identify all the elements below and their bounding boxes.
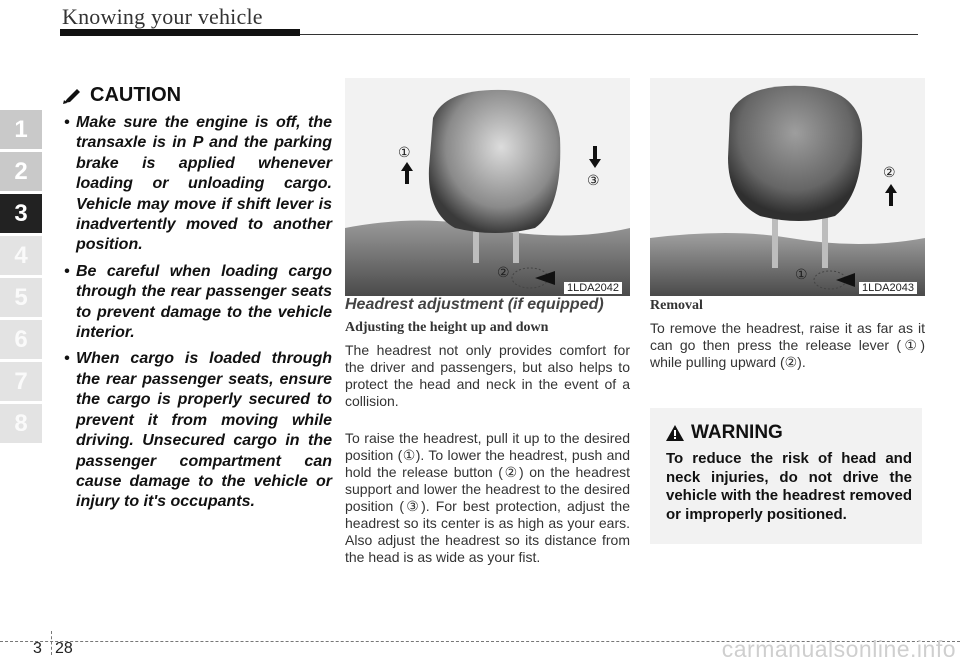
chapter-tab-6[interactable]: 6	[0, 320, 42, 359]
chapter-tab-1[interactable]: 1	[0, 110, 42, 149]
removal-text: To remove the headrest, raise it as far as it can go then press the release lever (①) while pulling upward (②).	[650, 320, 925, 370]
caution-list	[62, 113, 332, 513]
warning-triangle-icon	[666, 425, 684, 441]
caution-box	[62, 84, 332, 519]
caution-title: CAUTION	[90, 84, 182, 106]
chapter-tab-8[interactable]: 8	[0, 404, 42, 443]
caution-item: • Make sure the engine is off, the transaxle is in P and the parking brake is applied whenever loading or unloading cargo. Vehicle may move if shift lever is inadvertently moved to another position.	[62, 113, 332, 256]
warning-title: WARNING	[691, 422, 783, 443]
callout-3: ③	[587, 172, 600, 188]
figure-code: 1LDA2043	[859, 282, 917, 294]
chapter-tab-4[interactable]: 4	[0, 236, 42, 275]
arrow-down-icon	[589, 146, 601, 168]
paragraph-instructions: To raise the headrest, pull it up to the desired position (①). To lower the headrest, push and hold the release button (②) on the headrest support and lower the headrest to the desired position (③). For best protection, adjust the headrest so its center is as high as your ears. Also adjust the headrest so its distance from the head is as wide as your fist.	[345, 430, 630, 565]
chapter-tab-3[interactable]: 3	[0, 194, 42, 233]
header-rule	[300, 34, 918, 35]
headrest-adjustment-section	[345, 296, 630, 566]
header-accent-bar	[60, 29, 300, 36]
paragraph-intro: The headrest not only provides comfort for the driver and passengers, but also helps to protect the head and neck in the event of a collision.	[345, 342, 630, 409]
subheading: Adjusting the height up and down	[345, 320, 549, 335]
caution-heading	[62, 84, 332, 107]
removal-heading: Removal	[650, 298, 703, 313]
page-number-value: 28	[55, 640, 73, 657]
chapter-tab-2[interactable]: 2	[0, 152, 42, 191]
chapter-tab-7[interactable]: 7	[0, 362, 42, 401]
warning-heading	[666, 422, 783, 444]
caution-item: • Be careful when loading cargo through the rear passenger seats to prevent damage to the vehicle interior.	[62, 262, 332, 344]
figure-code: 1LDA2042	[564, 282, 622, 294]
watermark: carmanualsonline.info	[721, 636, 956, 662]
callout-1: ①	[795, 266, 808, 282]
headrest-adjustment-figure	[345, 78, 630, 296]
chapter-tabs	[0, 110, 42, 446]
headrest-removal-illustration	[650, 78, 925, 296]
arrow-up-icon	[885, 184, 897, 206]
headrest-removal-figure	[650, 78, 925, 296]
callout-2: ②	[497, 264, 510, 280]
chapter-tab-5[interactable]: 5	[0, 278, 42, 317]
caution-item: • When cargo is loaded through the rear passenger seats, ensure the cargo is properly secured to prevent it from moving while driving. Unsecured cargo in the passenger compartment can cause damage to the vehicle or injury to it's occupants.	[62, 349, 332, 512]
page-header-title: Knowing your vehicle	[62, 4, 263, 29]
callout-1: ①	[398, 144, 411, 160]
warning-box	[650, 408, 922, 544]
caution-pencil-icon	[62, 87, 82, 105]
warning-text: To reduce the risk of head and neck injuries, do not drive the vehicle with the headrest removed or improperly positioned.	[666, 450, 912, 523]
callout-2: ②	[883, 164, 896, 180]
arrow-up-icon	[401, 162, 413, 184]
removal-section	[650, 298, 925, 371]
figure-caption: Headrest adjustment (if equipped)	[345, 296, 604, 313]
section-number: 3	[33, 640, 42, 657]
footer-separator	[51, 631, 52, 655]
